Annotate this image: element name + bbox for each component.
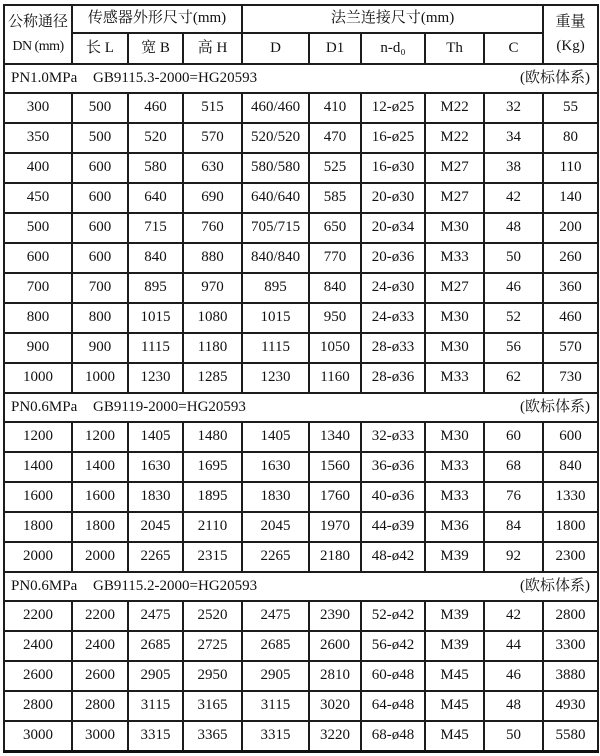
table-row [4,721,598,751]
table-cell: 20-ø30 [361,183,425,213]
table-cell: M45 [425,661,484,691]
table-cell: 460/460 [242,93,309,123]
dn-value-cell: 300 [4,93,72,123]
table-cell: 44-ø39 [361,512,425,542]
dn-value-cell: 400 [4,153,72,183]
table-cell: 900 [72,333,128,363]
table-cell: 520 [128,123,183,153]
table-cell: 800 [72,303,128,333]
table-cell: 84 [484,512,543,542]
dn-value-cell: 1600 [4,482,72,512]
table-cell: 2390 [309,601,361,631]
table-cell: 880 [183,243,242,273]
table-cell: 12-ø25 [361,93,425,123]
table-cell: 1200 [72,422,128,452]
table-cell: 1560 [309,452,361,482]
table-cell: 2600 [72,661,128,691]
table-cell: 68 [484,452,543,482]
table-cell: 52 [484,303,543,333]
dn-value-cell: 2600 [4,661,72,691]
table-cell: 2045 [128,512,183,542]
table-cell: 34 [484,123,543,153]
table-cell: 2265 [128,542,183,572]
table-cell: 48 [484,213,543,243]
section-note: (欧标体系) [520,69,591,86]
dn-value-cell: 3000 [4,721,72,751]
table-cell: 2475 [128,601,183,631]
header-weight-unit: (Kg) [556,37,585,54]
table-cell: M27 [425,273,484,303]
table-cell: 585 [309,183,361,213]
dn-value-cell: 1200 [4,422,72,452]
table-cell: M27 [425,153,484,183]
dn-value-cell: 350 [4,123,72,153]
section-pressure: PN0.6MPa [11,398,78,415]
table-cell: 500 [72,123,128,153]
table-cell: 470 [309,123,361,153]
header-dn [4,5,72,64]
table-cell: M39 [425,542,484,572]
table-cell: 20-ø36 [361,243,425,273]
table-cell: 24-ø30 [361,273,425,303]
table-body [4,64,598,751]
table-cell: 56-ø42 [361,631,425,661]
header-weight [543,5,598,64]
table-row [4,93,598,123]
table-cell: 76 [484,482,543,512]
table-cell: 42 [484,183,543,213]
table-cell: 600 [72,153,128,183]
table-cell: 3020 [309,691,361,721]
table-cell: 2810 [309,661,361,691]
table-row [4,183,598,213]
table-cell: 56 [484,333,543,363]
table-cell: 1230 [128,363,183,393]
dn-value-cell: 800 [4,303,72,333]
dn-value-cell: 600 [4,243,72,273]
table-cell: 40-ø36 [361,482,425,512]
table-cell: 1080 [183,303,242,333]
table-cell: 1115 [242,333,309,363]
table-cell: 1760 [309,482,361,512]
table-cell: 16-ø25 [361,123,425,153]
table-cell: 60 [484,422,543,452]
table-cell: M30 [425,422,484,452]
subheader-d: D [242,33,309,64]
table-row [4,631,598,661]
table-cell: 650 [309,213,361,243]
subheader-width: 宽 B [128,33,183,64]
header-row-groups [4,5,598,33]
header-row-subcols [4,33,598,64]
table-cell: 3000 [72,721,128,751]
header-sensor-dimensions: 传感器外形尺寸(mm) [72,5,242,33]
section-cell [4,393,598,422]
table-row [4,512,598,542]
table-cell: M39 [425,601,484,631]
table-cell: 600 [72,213,128,243]
table-cell: 60-ø48 [361,661,425,691]
table-cell: 1405 [242,422,309,452]
section-cell [4,64,598,93]
table-cell: 32-ø33 [361,422,425,452]
table-cell: 970 [183,273,242,303]
table-cell: 1830 [128,482,183,512]
table-cell: 3880 [543,661,598,691]
table-cell: 580/580 [242,153,309,183]
subheader-height: 高 H [183,33,242,64]
table-cell: 3220 [309,721,361,751]
table-cell: 600 [72,183,128,213]
section-pressure: PN0.6MPa [11,577,78,594]
table-cell: 690 [183,183,242,213]
section-cell [4,572,598,601]
table-cell: M30 [425,213,484,243]
table-cell: 640 [128,183,183,213]
table-cell: 2315 [183,542,242,572]
table-cell: 110 [543,153,598,183]
subheader-d1: D1 [309,33,361,64]
section-standard: GB9115.3-2000=HG20593 [93,69,258,86]
table-cell: 2800 [72,691,128,721]
table-cell: 2600 [309,631,361,661]
table-row [4,153,598,183]
table-cell: 260 [543,243,598,273]
table-cell: 28-ø36 [361,363,425,393]
table-cell: 28-ø33 [361,333,425,363]
table-cell: 80 [543,123,598,153]
dn-value-cell: 2800 [4,691,72,721]
table-cell: 32 [484,93,543,123]
table-cell: 2520 [183,601,242,631]
table-cell: M45 [425,721,484,751]
table-cell: M22 [425,123,484,153]
table-cell: 950 [309,303,361,333]
table-cell: 1330 [543,482,598,512]
table-cell: 2180 [309,542,361,572]
table-cell: 895 [128,273,183,303]
dn-value-cell: 700 [4,273,72,303]
table-cell: M33 [425,363,484,393]
table-cell: 3315 [128,721,183,751]
table-cell: 4930 [543,691,598,721]
table-cell: 2685 [242,631,309,661]
table-cell: 2265 [242,542,309,572]
table-cell: 640/640 [242,183,309,213]
table-cell: 2200 [72,601,128,631]
dn-value-cell: 2200 [4,601,72,631]
table-cell: 46 [484,273,543,303]
table-cell: 24-ø33 [361,303,425,333]
dn-value-cell: 2400 [4,631,72,661]
table-cell: 36-ø36 [361,452,425,482]
table-row [4,691,598,721]
table-cell: M30 [425,303,484,333]
flange-spec-table [3,4,599,753]
header-dn-unit: DN (mm) [12,38,64,54]
table-cell: 3165 [183,691,242,721]
table-cell: 705/715 [242,213,309,243]
header-flange-dimensions: 法兰连接尺寸(mm) [242,5,543,33]
table-cell: 700 [72,273,128,303]
table-cell: 1050 [309,333,361,363]
table-cell: 2045 [242,512,309,542]
table-cell: 2300 [543,542,598,572]
table-cell: 3115 [242,691,309,721]
table-row [4,123,598,153]
table-cell: 770 [309,243,361,273]
table-cell: M45 [425,691,484,721]
table-cell: 44 [484,631,543,661]
table-cell: 760 [183,213,242,243]
table-cell: 630 [183,153,242,183]
table-header [4,5,598,64]
table-cell: 2475 [242,601,309,631]
table-cell: 68-ø48 [361,721,425,751]
table-cell: 500 [72,93,128,123]
dn-value-cell: 500 [4,213,72,243]
table-cell: 2800 [543,601,598,631]
table-cell: 715 [128,213,183,243]
table-row [4,661,598,691]
table-cell: 1480 [183,422,242,452]
section-note: (欧标体系) [520,577,591,594]
subheader-th: Th [425,33,484,64]
table-cell: 410 [309,93,361,123]
table-cell: 460 [543,303,598,333]
table-cell: 1800 [543,512,598,542]
table-cell: 1115 [128,333,183,363]
table-cell: 50 [484,243,543,273]
table-cell: 2950 [183,661,242,691]
table-cell: 1015 [242,303,309,333]
table-cell: 515 [183,93,242,123]
table-cell: 600 [543,422,598,452]
table-cell: 2110 [183,512,242,542]
table-cell: 50 [484,721,543,751]
table-cell: 1180 [183,333,242,363]
table-cell: 64-ø48 [361,691,425,721]
table-cell: 1160 [309,363,361,393]
dn-value-cell: 1800 [4,512,72,542]
table-row [4,213,598,243]
table-cell: 1400 [72,452,128,482]
table-cell: 580 [128,153,183,183]
table-cell: 570 [183,123,242,153]
table-cell: 460 [128,93,183,123]
table-cell: 1830 [242,482,309,512]
table-cell: 3115 [128,691,183,721]
table-cell: 62 [484,363,543,393]
table-cell: 48-ø42 [361,542,425,572]
table-cell: 2400 [72,631,128,661]
table-cell: 895 [242,273,309,303]
table-cell: M27 [425,183,484,213]
table-cell: 2905 [242,661,309,691]
table-cell: 3365 [183,721,242,751]
table-row [4,422,598,452]
table-cell: M33 [425,452,484,482]
table-cell: 3315 [242,721,309,751]
table-cell: 1230 [242,363,309,393]
dn-value-cell: 1000 [4,363,72,393]
table-cell: 1000 [72,363,128,393]
table-row [4,601,598,631]
table-cell: 2685 [128,631,183,661]
section-row [4,572,598,601]
table-cell: 1630 [242,452,309,482]
section-row [4,64,598,93]
subheader-c: C [484,33,543,64]
table-cell: 2905 [128,661,183,691]
table-row [4,333,598,363]
table-cell: 92 [484,542,543,572]
table-row [4,303,598,333]
table-row [4,273,598,303]
table-cell: 1695 [183,452,242,482]
table-cell: 5580 [543,721,598,751]
table-cell: 20-ø34 [361,213,425,243]
dn-value-cell: 2000 [4,542,72,572]
table-cell: 600 [72,243,128,273]
dn-value-cell: 1400 [4,452,72,482]
section-pressure: PN1.0MPa [11,69,78,86]
table-cell: 730 [543,363,598,393]
table-cell: 1800 [72,512,128,542]
table-cell: 1340 [309,422,361,452]
table-cell: 3300 [543,631,598,661]
table-cell: 840 [543,452,598,482]
table-cell: M33 [425,243,484,273]
table-cell: 2000 [72,542,128,572]
table-cell: 38 [484,153,543,183]
dn-value-cell: 900 [4,333,72,363]
table-cell: 42 [484,601,543,631]
table-cell: M30 [425,333,484,363]
table-cell: 140 [543,183,598,213]
table-cell: M33 [425,482,484,512]
table-cell: 1895 [183,482,242,512]
header-weight-label: 重量 [555,14,586,31]
table-cell: M22 [425,93,484,123]
section-row [4,393,598,422]
table-cell: 1630 [128,452,183,482]
table-cell: 2725 [183,631,242,661]
table-cell: M36 [425,512,484,542]
section-standard: GB9119-2000=HG20593 [93,398,246,415]
table-cell: 525 [309,153,361,183]
table-cell: 840 [128,243,183,273]
table-cell: 48 [484,691,543,721]
section-note: (欧标体系) [520,398,591,415]
table-row [4,482,598,512]
table-row [4,363,598,393]
table-cell: 46 [484,661,543,691]
subheader-nd0: n-d₀ [361,33,425,64]
table-row [4,542,598,572]
table-cell: 1285 [183,363,242,393]
table-cell: 16-ø30 [361,153,425,183]
table-cell: 1600 [72,482,128,512]
table-cell: M39 [425,631,484,661]
section-standard: GB9115.2-2000=HG20593 [93,577,258,594]
table-row [4,452,598,482]
table-cell: 52-ø42 [361,601,425,631]
subheader-length: 长 L [72,33,128,64]
table-row [4,243,598,273]
table-cell: 1405 [128,422,183,452]
dn-value-cell: 450 [4,183,72,213]
table-cell: 1015 [128,303,183,333]
table-cell: 840 [309,273,361,303]
table-cell: 360 [543,273,598,303]
table-cell: 840/840 [242,243,309,273]
table-cell: 55 [543,93,598,123]
table-cell: 570 [543,333,598,363]
header-dn-label: 公称通径 [7,14,68,31]
table-cell: 200 [543,213,598,243]
table-cell: 1970 [309,512,361,542]
table-cell: 520/520 [242,123,309,153]
